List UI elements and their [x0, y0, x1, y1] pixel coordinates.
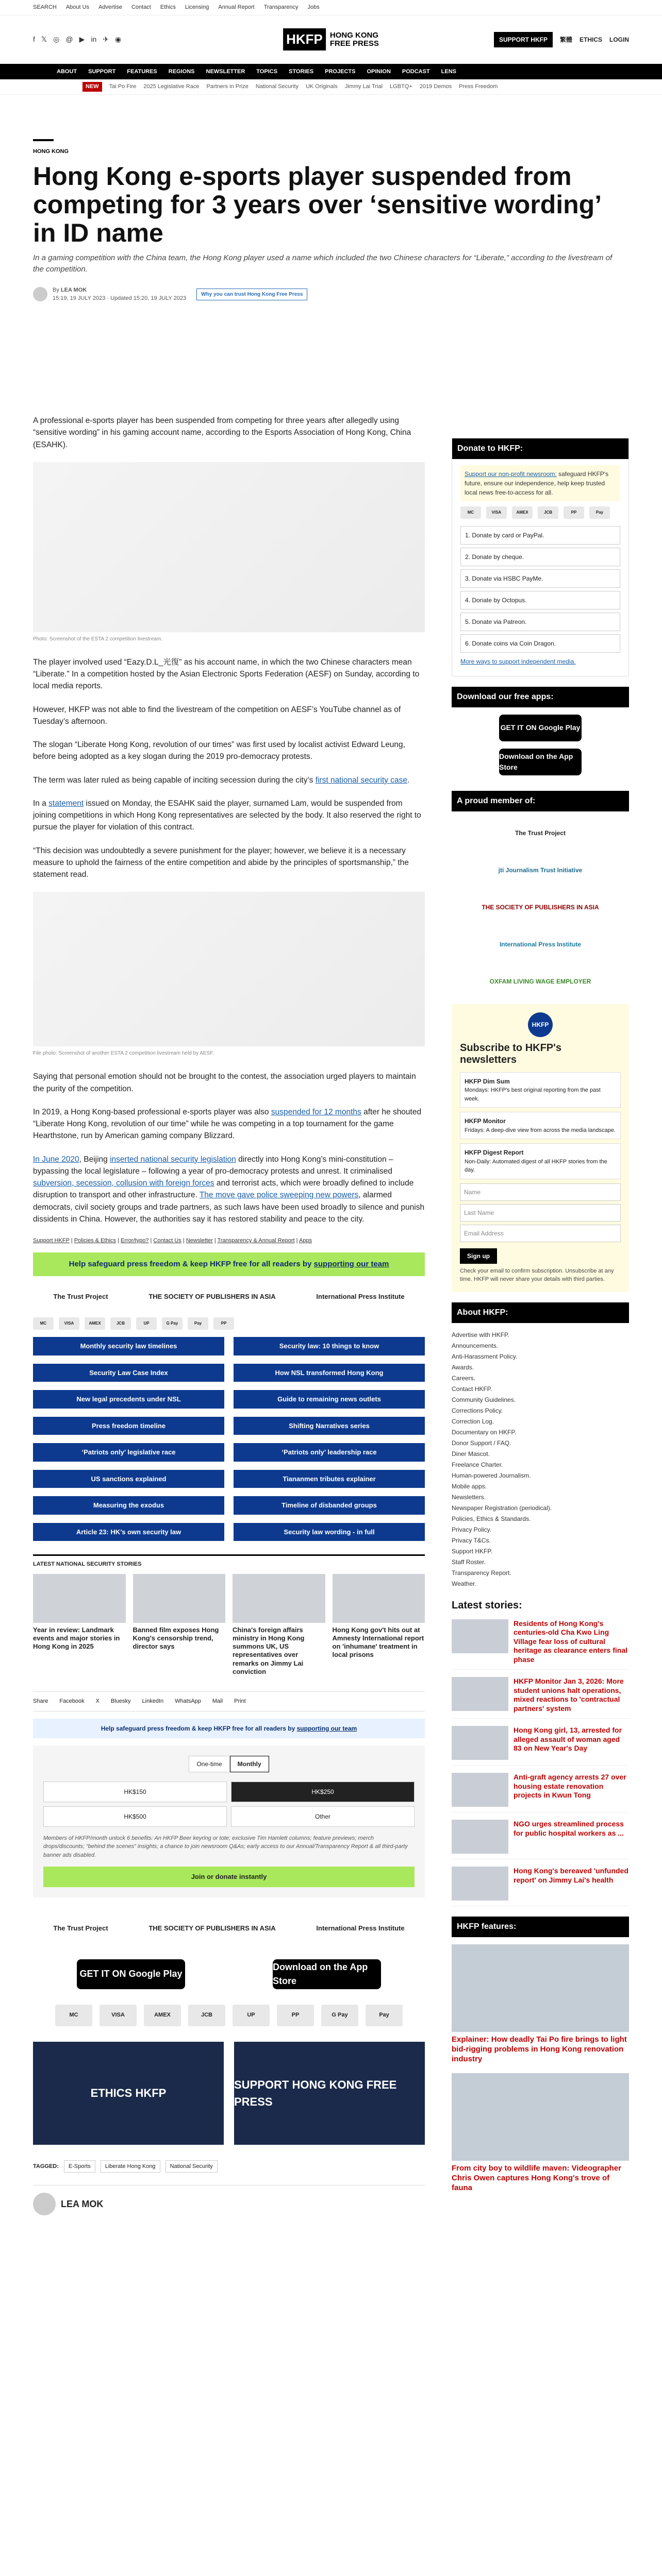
paragraph: “This decision was undoubtedly a severe punishment for the player; however, we believe it is a necessary measure to uphold the fairness of the entire competition and abide by the principles of sportsmanship,” the statement read. [33, 846, 409, 879]
policy-link[interactable]: Policies & Ethics [74, 1238, 117, 1244]
donate-steps [460, 526, 620, 653]
story-thumbnail [233, 1574, 325, 1623]
paragraph: However, HKFP was not able to find the livestream of the competition on AESF’s YouTube channel as of Tuesday’s afternoon. [33, 705, 401, 726]
nsl-button[interactable]: Security law: 10 things to know [234, 1337, 425, 1355]
masthead [0, 15, 662, 64]
nav-features[interactable]: FEATURES [127, 68, 157, 75]
amount-option[interactable]: HK$150 [43, 1782, 227, 1802]
main-nav [0, 64, 662, 79]
partner-logos [33, 1281, 425, 1312]
visa-icon: VISA [486, 506, 507, 519]
author-footer [33, 2185, 425, 2215]
photo-caption-2: File photo: Screenshot of another ESTA 2 competition livestream held by AESF. [33, 1050, 214, 1057]
paypal-icon: PP [277, 2005, 314, 2026]
author-footer-name[interactable]: LEA MOK [61, 2198, 104, 2209]
visa-icon: VISA [59, 1317, 79, 1330]
story-card[interactable]: Hong Kong gov't hits out at Amnesty International report on 'inhumane' treatment in local prisons [333, 1574, 425, 1676]
join-donate-button[interactable]: Join or donate instantly [43, 1867, 415, 1887]
amex-icon: AMEX [144, 2005, 181, 2026]
apple-pay-icon: Pay [188, 1317, 208, 1330]
author-avatar [33, 2193, 56, 2215]
payment-icons-sidebar [460, 506, 620, 519]
about-link[interactable]: Human-powered Journalism. [452, 1471, 531, 1479]
article-header [33, 139, 629, 303]
jti-logo[interactable]: jti Journalism Trust Initiative [498, 866, 583, 874]
tag-pill[interactable]: Liberate Hong Kong [101, 2160, 160, 2173]
updated-date: Updated 15:20, 19 JULY 2023 [110, 295, 187, 301]
policy-link[interactable]: Support HKFP [33, 1238, 70, 1244]
donate-note-link[interactable]: Support our non-profit newsroom: [465, 470, 557, 478]
nsl-button[interactable]: Timeline of disbanded groups [234, 1496, 425, 1515]
trending-item[interactable]: Tai Po Fire [109, 83, 137, 90]
paragraph: The slogan “Liberate Hong Kong, revolution of our times” was first used by localist activist Edward Leung, before being adopted as a key slogan during the 2019 pro-democracy protests. [33, 740, 405, 761]
nsl-button[interactable]: ‘Patriots only’ leadership race [234, 1443, 425, 1462]
donate-step[interactable]: 6. Donate coins via Coin Dragon. [460, 634, 620, 653]
newsletter-title: Subscribe to HKFP's newsletters [460, 1042, 562, 1065]
about-link[interactable]: Contact HKFP. [452, 1385, 492, 1393]
support-banner: Help safeguard press freedom & keep HKFP free for all readers by supporting our team [33, 1252, 425, 1277]
app-store-button[interactable]: Download on the App Store [499, 749, 582, 775]
google-play-button[interactable]: GET IT ON Google Play [77, 1959, 185, 1989]
last-name-field[interactable]: Last Name [460, 1204, 621, 1222]
ipi-logo[interactable]: International Press Institute [316, 1924, 405, 1932]
nsl-button[interactable]: Article 23: HK’s own security law [33, 1523, 224, 1541]
payment-icons [33, 1317, 425, 1330]
unionpay-icon: UP [233, 2005, 270, 2026]
about-list [452, 1330, 629, 1588]
newsletter-option[interactable]: HKFP Dim Sum Mondays: HKFP's best original reporting from the past week. [460, 1072, 621, 1108]
login-link[interactable]: LOGIN [609, 36, 629, 43]
story-card[interactable]: Year in review: Landmark events and major stories in Hong Kong in 2025 [33, 1574, 126, 1676]
latest-ns-stories [33, 1574, 425, 1676]
latest-ns-heading: LATEST NATIONAL SECURITY STORIES [33, 1554, 425, 1569]
trending-bar [0, 79, 662, 95]
telegram-icon[interactable]: ✈ [103, 35, 109, 43]
app-buttons [33, 1959, 425, 1989]
photo-caption: Photo: Screenshot of the ESTA 2 competition livestream. [33, 636, 163, 642]
latest-story[interactable]: Anti-graft agency arrests 27 over housing estate renovation projects in Kwun Tong [452, 1773, 629, 1812]
ipi-logo[interactable]: International Press Institute [316, 1293, 405, 1301]
nav-podcast[interactable]: PODCAST [402, 68, 430, 75]
ethics-video[interactable]: ETHICS HKFP [33, 2042, 224, 2145]
google-play-button[interactable]: GET IT ON Google Play [499, 715, 582, 741]
mastercard-icon: MC [55, 2005, 92, 2026]
donate-step[interactable]: 4. Donate by Octopus. [460, 591, 620, 609]
donate-title: Donate to HKFP: [452, 438, 628, 459]
share-linkedin[interactable]: LinkedIn [142, 1698, 164, 1704]
trending-item[interactable]: 2025 Legislative Race [143, 83, 200, 90]
paypal-icon: PP [213, 1317, 234, 1330]
about-title: About HKFP: [452, 1302, 629, 1323]
trending-item[interactable]: 2019 Demos [419, 83, 452, 90]
nav-opinion[interactable]: OPINION [367, 68, 391, 75]
about-link[interactable]: Donor Support / FAQ. [452, 1439, 511, 1447]
author-avatar [33, 287, 47, 301]
article-title: Hong Kong e-sports player suspended from competing for 3 years over ‘sensitive wording’ in ID name [33, 161, 601, 247]
nav-newsletter[interactable]: NEWSLETTER [206, 68, 245, 75]
story-thumbnail [133, 1574, 226, 1623]
newsletter-panel [452, 1004, 629, 1292]
nsl-button[interactable]: New legal precedents under NSL [33, 1390, 224, 1409]
nav-support[interactable]: SUPPORT [88, 68, 116, 75]
tags [33, 2160, 425, 2173]
story-thumbnail [452, 1726, 508, 1760]
donate-step[interactable]: 3. Donate via HSBC PayMe. [460, 569, 620, 588]
membership-blurb: Members of HKFP/month unlock 6 benefits: An HKFP Beer keyring or tote; exclusive Tim Hamlett columns; feature previews; merch drops/discounts; “behind the scenes” insights; a chance to join newsroom Q&As; early access to our Annual/Transparency Report & all third-party banner ads disabled. [43, 1835, 408, 1858]
nav-stories[interactable]: STORIES [289, 68, 314, 75]
trending-item[interactable]: Press Freedom [459, 83, 498, 90]
more-ways-link[interactable]: More ways to support independent media. [460, 658, 576, 665]
hkfp-logo[interactable] [283, 28, 379, 50]
share-print[interactable]: Print [234, 1698, 246, 1704]
share-bar [33, 1691, 425, 1711]
jcb-icon: JCB [110, 1317, 131, 1330]
newsletter-note: Check your email to confirm subscription. Unsubscribe at any time. HKFP will never share your details with third parties. [460, 1267, 614, 1282]
about-link[interactable]: Advertise with HKFP. [452, 1331, 509, 1338]
one-time-tab[interactable]: One-time [189, 1756, 229, 1772]
trending-item[interactable]: LGBTQ+ [390, 83, 412, 90]
link-first-nsl-case[interactable]: first national security case [315, 775, 407, 785]
member-title: A proud member of: [452, 791, 629, 811]
newsletter-logo: HKFP [528, 1012, 553, 1037]
paragraph: A professional e-sports player has been suspended from competing for three years after allegedly using “sensitive wording” in his gaming account name, according to the Esports Association of Hong Kong, China (ESAHK). [33, 416, 411, 449]
policy-links: Support HKFP | Policies & Ethics | Error/typo? | Contact Us | Newsletter | Transparency & Annual Report | Apps [33, 1238, 312, 1244]
nsl-button[interactable]: ‘Patriots only’ legislative race [33, 1443, 224, 1462]
payment-icons-large [33, 2005, 425, 2026]
feature-story[interactable]: From city boy to wildlife maven: Videographer Chris Owen captures Hong Kong's trove of fauna [452, 2073, 629, 2193]
about-link[interactable]: Newspaper Registration (periodical). [452, 1504, 552, 1512]
author-name[interactable]: LEA MOK [60, 286, 87, 293]
search-link[interactable]: SEARCH [33, 4, 57, 11]
policy-link[interactable]: Contact Us [153, 1238, 181, 1244]
new-badge: NEW [82, 82, 102, 92]
share-bluesky[interactable]: Bluesky [111, 1698, 131, 1704]
video-promos [33, 2042, 425, 2145]
threads-icon[interactable]: @ [65, 35, 73, 43]
amex-icon: AMEX [512, 506, 533, 519]
nav-about[interactable]: ABOUT [57, 68, 77, 75]
latest-story[interactable]: Hong Kong's bereaved 'unfunded report' on Jimmy Lai's health [452, 1867, 629, 1906]
link-nsl-inserted[interactable]: inserted national security legislation [110, 1155, 236, 1164]
language-link[interactable]: 繁體 [559, 36, 572, 43]
about-link[interactable]: Freelance Charter. [452, 1461, 503, 1468]
top-link-transparency[interactable]: Transparency [263, 4, 299, 11]
sidebar [452, 438, 629, 2202]
nsl-button[interactable]: Shifting Narratives series [234, 1417, 425, 1435]
newsletter-option[interactable]: HKFP Monitor Fridays: A deep-dive view from across the media landscape. [460, 1112, 621, 1139]
newsletter-option[interactable]: HKFP Digest Report Non-Daily: Automated digest of all HKFP stories from the day. [460, 1143, 621, 1179]
tag-pill[interactable]: National Security [166, 2160, 218, 2173]
latest-story[interactable]: NGO urges streamlined process for public hospital workers as ... [452, 1820, 629, 1859]
x-icon[interactable]: 𝕏 [41, 35, 47, 43]
visa-icon: VISA [100, 2005, 137, 2026]
share-whatsapp[interactable]: WhatsApp [175, 1698, 201, 1704]
policy-link[interactable]: Apps [299, 1238, 312, 1244]
top-link-annual-report[interactable]: Annual Report [218, 4, 255, 11]
support-hkfp-button[interactable]: SUPPORT HKFP [494, 32, 553, 47]
amount-option-selected[interactable]: HK$250 [231, 1782, 415, 1802]
about-link[interactable]: Weather. [452, 1580, 476, 1587]
nsl-button[interactable]: Measuring the exodus [33, 1496, 224, 1515]
story-thumbnail [33, 1574, 126, 1623]
nav-lens[interactable]: LENS [441, 68, 457, 75]
nsl-button[interactable]: How NSL transformed Hong Kong [234, 1364, 425, 1382]
apple-pay-icon: Pay [589, 506, 610, 519]
top-link-jobs[interactable]: Jobs [307, 4, 320, 11]
trending-item[interactable]: Partners in Prize [206, 83, 249, 90]
about-link[interactable]: Careers. [452, 1374, 476, 1382]
trust-project-logo[interactable]: The Trust Project [53, 1293, 108, 1301]
policy-link[interactable]: Error/typo? [121, 1238, 149, 1244]
story-thumbnail [452, 1619, 508, 1653]
ipi-logo[interactable]: International Press Institute [499, 940, 582, 948]
sopa-logo[interactable]: THE SOCIETY OF PUBLISHERS IN ASIA [482, 903, 599, 911]
facebook-icon[interactable]: f [33, 35, 35, 43]
share-facebook[interactable]: Facebook [59, 1698, 85, 1704]
donate-panel [452, 438, 629, 676]
policy-link[interactable]: Transparency & Annual Report [217, 1238, 295, 1244]
amex-icon: AMEX [85, 1317, 105, 1330]
category-tag[interactable]: HONG KONG [33, 148, 69, 155]
about-link[interactable]: Documentary on HKFP. [452, 1428, 517, 1436]
about-link[interactable]: Privacy Policy. [452, 1526, 492, 1533]
nav-projects[interactable]: PROJECTS [325, 68, 356, 75]
trust-project-logo[interactable]: The Trust Project [53, 1924, 108, 1932]
link-subversion[interactable]: subversion, secession, collusion with foreign forces [33, 1179, 214, 1188]
paragraph: The term was later ruled as being capable of inciting secession during the city’s first national security case. [33, 775, 410, 785]
top-link-about[interactable]: About Us [65, 4, 90, 11]
signup-button[interactable]: Sign up [460, 1248, 497, 1264]
nsl-button[interactable]: Tiananmen tributes explainer [234, 1470, 425, 1488]
monthly-tab[interactable]: Monthly [230, 1756, 269, 1772]
story-thumbnail [452, 1820, 508, 1854]
paragraph: Saying that personal emotion should not be brought to the contest, the association urged players to maintain the purity of the competition. [33, 1072, 416, 1093]
social-icons [33, 34, 121, 45]
share-mail[interactable]: Mail [212, 1698, 223, 1704]
security-law-buttons [33, 1337, 425, 1541]
sidebar-apps [452, 715, 629, 775]
latest-stories-title: Latest stories: [452, 1599, 522, 1611]
about-link[interactable]: Awards. [452, 1363, 474, 1371]
donate-step[interactable]: 1. Donate by card or PayPal. [460, 526, 620, 545]
sopa-logo[interactable]: THE SOCIETY OF PUBLISHERS IN ASIA [148, 1924, 276, 1932]
app-store-button[interactable]: Download on the App Store [273, 1959, 381, 1989]
about-link[interactable]: Mobile apps. [452, 1482, 487, 1490]
apple-pay-icon: Pay [366, 2005, 403, 2026]
policy-link[interactable]: Newsletter [186, 1238, 213, 1244]
latest-stories-list [452, 1619, 629, 1907]
article-photo [33, 462, 425, 632]
frequency-toggle [43, 1756, 415, 1772]
top-link-advertise[interactable]: Advertise [98, 4, 122, 11]
mastercard-icon: MC [33, 1317, 54, 1330]
link-statement[interactable]: statement [48, 799, 84, 808]
paragraph: In June 2020, Beijing inserted national security legislation directly into Hong Kong’s mini-constitution – bypassing the local legislature – following a year of pro-democracy protests and unrest. It criminalised subversion, secession, collusion with foreign forces and terrorist acts, which were broadly defined to include disruption to transport and other infrastructure. The move gave police sweeping new powers, alarmed democrats, civil society groups and trade partners, as such laws have been used broadly to silence and punish dissidents in China. However, the authorities say it has restored stability and peace to the city. [33, 1155, 425, 1224]
byline: By LEA MOK 15:19, 19 JULY 2023 · Updated 15:20, 19 JULY 2023 Why you can trust Hong Kong Free Press [33, 286, 629, 303]
about-link[interactable]: Transparency Report. [452, 1569, 511, 1577]
partner-logos-2 [33, 1913, 425, 1944]
logo-box: HKFP [283, 28, 326, 50]
sopa-logo[interactable]: THE SOCIETY OF PUBLISHERS IN ASIA [148, 1293, 276, 1301]
member-logos [452, 819, 629, 996]
feature-story[interactable]: Explainer: How deadly Tai Po fire brings to light bid-rigging problems in Hong Kong renovation industry [452, 1944, 629, 2064]
story-card[interactable]: China's foreign affairs ministry in Hong Kong summons UK, US representatives over remarks on Jimmy Lai conviction [233, 1574, 325, 1676]
about-link[interactable]: Diner Mascot. [452, 1450, 490, 1458]
link-june-2020[interactable]: In June 2020 [33, 1155, 79, 1164]
story-card[interactable]: Banned film exposes Hong Kong's censorship trend, director says [133, 1574, 226, 1676]
youtube-icon[interactable]: ▶ [79, 35, 85, 43]
paragraph: The player involved used “Eazy.D.L_光復” as his account name, in which the two Chinese characters mean “Liberate.” In a competition hosted by the Asian Electronic Sports Federation (AESF) on Sunday, according to local media reports. [33, 657, 420, 691]
amount-options [43, 1782, 415, 1827]
trust-button[interactable]: Why you can trust Hong Kong Free Press [196, 289, 307, 300]
story-thumbnail [452, 1677, 508, 1711]
amount-option-other[interactable]: Other [231, 1806, 415, 1827]
ethics-link[interactable]: ETHICS [579, 36, 602, 43]
share-label: Share [33, 1698, 48, 1704]
name-field[interactable]: Name [460, 1183, 621, 1201]
trust-project-logo[interactable]: The Trust Project [515, 829, 566, 837]
logo-line-2: FREE PRESS [329, 39, 379, 48]
nav-regions[interactable]: REGIONS [168, 68, 195, 75]
nsl-button[interactable]: US sanctions explained [33, 1470, 224, 1488]
nsl-button[interactable]: Press freedom timeline [33, 1417, 224, 1435]
mastercard-icon: MC [460, 506, 481, 519]
link-police-powers[interactable]: The move gave police sweeping new powers [199, 1191, 359, 1200]
logo-line-1: HONG KONG [329, 30, 379, 40]
article-body [33, 415, 425, 2215]
feature-image [452, 1944, 629, 2032]
nsl-button[interactable]: Monthly security law timelines [33, 1337, 224, 1355]
donation-widget [33, 1745, 425, 1897]
nsl-button[interactable]: Guide to remaining news outlets [234, 1390, 425, 1409]
nav-topics[interactable]: TOPICS [256, 68, 278, 75]
paypal-icon: PP [564, 506, 584, 519]
about-link[interactable]: Announcements. [452, 1342, 499, 1349]
link-suspended[interactable]: suspended for 12 months [271, 1107, 361, 1116]
story-thumbnail [452, 1773, 508, 1807]
donate-step[interactable]: 2. Donate by cheque. [460, 548, 620, 566]
instagram-icon[interactable]: ◎ [53, 35, 60, 43]
article-photo-2 [33, 892, 425, 1046]
rss-icon[interactable]: ◉ [115, 35, 122, 43]
publish-date: 15:19, 19 JULY 2023 [53, 295, 106, 301]
share-x[interactable]: X [95, 1698, 100, 1704]
oxfam-logo[interactable]: OXFAM LIVING WAGE EMPLOYER [489, 977, 591, 985]
amount-option[interactable]: HK$500 [43, 1806, 227, 1827]
about-link[interactable]: Correction Log. [452, 1417, 494, 1425]
top-utility-bar [0, 0, 662, 15]
about-link[interactable]: Policies, Ethics & Standards. [452, 1515, 531, 1522]
google-pay-icon: G Pay [321, 2005, 358, 2026]
latest-story[interactable]: Residents of Hong Kong's centuries-old Cha Kwo Ling Village fear loss of cultural heritage as clearance enters final phase [452, 1619, 629, 1670]
feature-image [452, 2073, 629, 2161]
trending-item[interactable]: National Security [255, 83, 299, 90]
about-link[interactable]: Staff Roster. [452, 1558, 486, 1566]
linkedin-icon[interactable]: in [91, 35, 97, 43]
tag-pill[interactable]: E-Sports [64, 2160, 95, 2173]
donate-note: Support our non-profit newsroom: safeguard HKFP's future, ensure our independence, help keep trusted local news free-to-access for all. [460, 465, 620, 501]
story-thumbnail [452, 1867, 508, 1901]
about-link[interactable]: Anti-Harassment Policy. [452, 1352, 518, 1360]
story-thumbnail [333, 1574, 425, 1623]
trending-item[interactable]: Jimmy Lai Trial [344, 83, 383, 90]
about-link[interactable]: Corrections Policy. [452, 1406, 503, 1414]
about-link[interactable]: Support HKFP. [452, 1547, 493, 1555]
about-link[interactable]: Newsletters. [452, 1493, 486, 1501]
title-rule [33, 139, 54, 141]
top-link-contact[interactable]: Contact [131, 4, 151, 11]
donate-step[interactable]: 5. Donate via Patreon. [460, 613, 620, 631]
features-title: HKFP features: [452, 1917, 629, 1937]
latest-story[interactable]: HKFP Monitor Jan 3, 2026: More student unions halt operations, mixed reactions to 'contractual partners' system [452, 1677, 629, 1719]
apps-title: Download our free apps: [452, 687, 629, 707]
about-link[interactable]: Community Guidelines. [452, 1396, 516, 1403]
paragraph: In a statement issued on Monday, the ESAHK said the player, surnamed Lam, would be suspended from joining competitions in which Hong Kong representatives are selected by the body. It also reserved the right to pursue the player for violation of this contract. [33, 799, 421, 832]
jcb-icon: JCB [538, 506, 558, 519]
jcb-icon: JCB [188, 2005, 225, 2026]
about-link[interactable]: Privacy T&Cs. [452, 1536, 491, 1544]
trending-item[interactable]: UK Originals [305, 83, 338, 90]
article-lede: In a gaming competition with the China team, the Hong Kong player used a name which included the two Chinese characters for “Liberate,” according to the livestream of the competition. [33, 253, 613, 274]
latest-story[interactable]: Hong Kong girl, 13, arrested for alleged assault of woman aged 83 on New Year's Day [452, 1726, 629, 1766]
top-link-ethics[interactable]: Ethics [160, 4, 176, 11]
tagged-label: TAGGED: [33, 2163, 59, 2170]
top-link-licensing[interactable]: Licensing [185, 4, 209, 11]
support-team-link-2[interactable]: supporting our team [296, 1724, 357, 1732]
support-strip: Help safeguard press freedom & keep HKFP free for all readers by supporting our team [33, 1719, 425, 1738]
unionpay-icon: UP [136, 1317, 157, 1330]
nsl-button[interactable]: Security law wording - in full [234, 1523, 425, 1541]
nsl-button[interactable]: Security Law Case Index [33, 1364, 224, 1382]
email-field[interactable]: Email Address [460, 1225, 621, 1242]
paragraph: In 2019, a Hong Kong-based professional e-sports player was also suspended for 12 months after he shouted “Liberate Hong Kong, revolution of our time” while he was competing in a top tournament for the game Hearthstone, run by American gaming company Blizzard. [33, 1107, 422, 1141]
google-pay-icon: G Pay [162, 1317, 183, 1330]
support-team-link[interactable]: supporting our team [313, 1259, 389, 1268]
support-video[interactable]: SUPPORT HONG KONG FREE PRESS [234, 2042, 425, 2145]
